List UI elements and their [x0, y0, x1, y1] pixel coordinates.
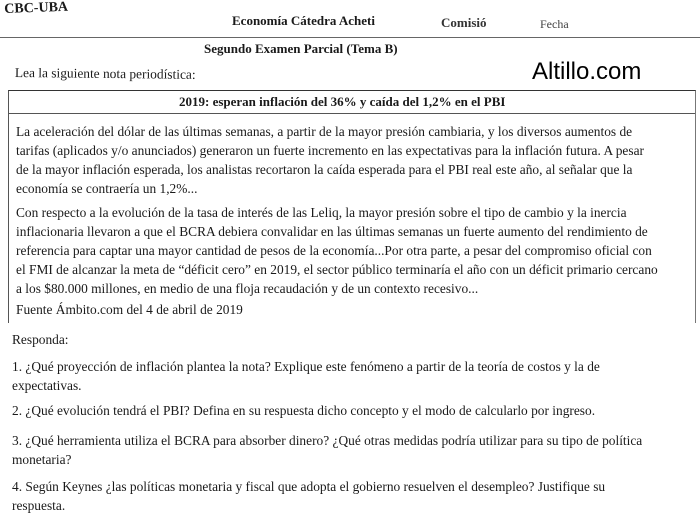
question-2 — [12, 401, 595, 420]
exam-title: Segundo Examen Parcial (Tema B) — [204, 41, 398, 56]
article-paragraph-1 — [16, 122, 644, 198]
paragraph-line: el FMI de alcanzar la meta de “déficit cero” en 2019, el sector público terminaría el año con un déficit primario cercano — [16, 262, 658, 277]
fecha-label: Fecha — [540, 17, 569, 31]
question-line: 4. Según Keynes ¿las políticas monetaria y fiscal que adopta el gobierno resuelven el desempleo? Justifique su — [12, 479, 606, 494]
paragraph-line: a los $80.000 millones, en medio de una floja recaudación y de un contexto recesivo... — [16, 281, 479, 296]
question-line: respuesta. — [12, 498, 66, 513]
paragraph-line: inflacionaria llevaron a que el BCRA debiera convalidar en las últimas semanas un fuerte aumento del rendimiento de — [16, 224, 648, 239]
course-label: Economía Cátedra Acheti — [232, 13, 375, 28]
paragraph-line: La aceleración del dólar de las últimas semanas, a partir de la mayor presión cambiaria, y los diversos aumentos de — [16, 124, 633, 139]
question-line: 2. ¿Qué evolución tendrá el PBI? Defina en su respuesta dicho concepto y el modo de calcularlo por ingreso. — [12, 403, 596, 418]
question-3 — [12, 431, 642, 469]
question-line: expectativas. — [12, 378, 82, 393]
question-4 — [12, 477, 605, 515]
question-line: monetaria? — [12, 452, 72, 467]
respond-label: Responda: — [12, 332, 69, 347]
watermark-logo: Altillo.com — [532, 58, 642, 85]
comision-label: Comisió — [441, 15, 487, 30]
question-1 — [12, 357, 600, 395]
article-title: 2019: esperan inflación del 36% y caída del 1,2% en el PBI — [179, 94, 506, 109]
header-divider — [0, 37, 700, 38]
paragraph-line: de la mayor inflación esperada, los analistas recortaron la caída esperada para el PBI real este año, al señalar que la — [16, 162, 633, 177]
article-source: Fuente Ámbito.com del 4 de abril de 2019 — [16, 302, 243, 317]
paragraph-line: tarifas (aplicados y/o anunciados) generaron un fuerte incremento en las expectativas para la inflación futura. A pesar — [16, 143, 644, 158]
question-line: 1. ¿Qué proyección de inflación plantea la nota? Explique este fenómeno a partir de la teoría de costos y la de — [12, 359, 600, 374]
article-paragraph-2 — [16, 203, 658, 298]
institution-label: CBC-UBA — [4, 0, 69, 17]
paragraph-line: referencia para captar una mayor cantidad de pesos de la economía...Por otra parte, a pesar del compromiso oficial con — [16, 243, 652, 258]
paragraph-line: economía se contraería un 1,2%... — [16, 181, 198, 196]
question-line: 3. ¿Qué herramienta utiliza el BCRA para absorber dinero? ¿Qué otras medidas podría utilizar para su tipo de política — [12, 433, 643, 448]
paragraph-line: Con respecto a la evolución de la tasa de interés de las Leliq, la mayor presión sobre el tipo de cambio y la inercia — [16, 205, 627, 220]
intro-text: Lea la siguiente nota periodística: — [14, 64, 196, 82]
